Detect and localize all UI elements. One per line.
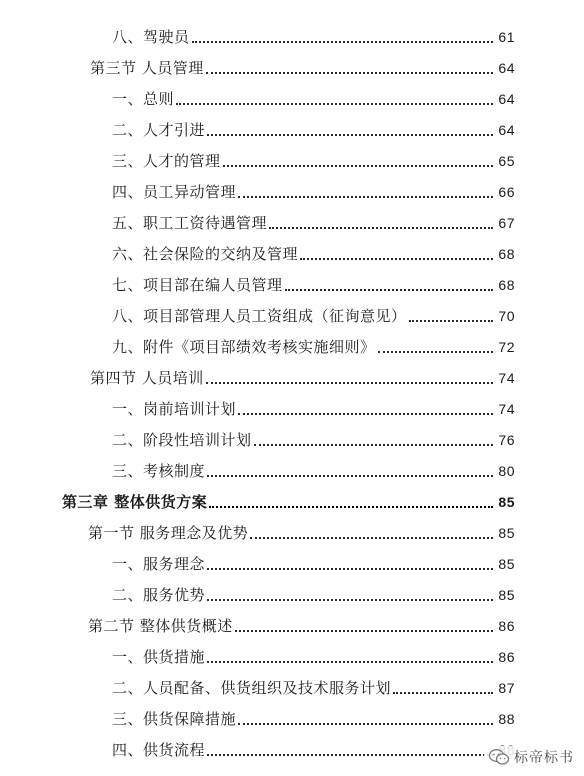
toc-entry-label: 五、职工工资待遇管理	[112, 214, 268, 232]
dot-leader	[285, 289, 493, 291]
toc-entry[interactable]	[112, 21, 515, 52]
toc-entry[interactable]	[112, 579, 515, 610]
toc-entry-page: 85	[498, 555, 515, 572]
toc-entry-page: 86	[498, 648, 515, 665]
toc-entry[interactable]	[112, 455, 515, 486]
toc-entry[interactable]	[112, 238, 515, 269]
toc-entry-page: 87	[498, 679, 515, 696]
dot-leader	[176, 103, 493, 105]
dot-leader	[393, 692, 493, 694]
dot-leader	[192, 41, 493, 43]
toc-entry-page: 68	[498, 245, 515, 262]
toc-section[interactable]	[90, 362, 515, 393]
toc-entry-label: 四、供货流程	[112, 741, 206, 759]
toc-entry[interactable]	[112, 331, 515, 362]
toc-entry-label: 一、岗前培训计划	[112, 400, 237, 418]
toc-section-page: 85	[498, 524, 515, 541]
toc-entry-page: 72	[498, 338, 515, 355]
toc-section[interactable]	[88, 517, 515, 548]
toc-entry[interactable]	[112, 672, 515, 703]
dot-leader	[209, 506, 493, 508]
dot-leader	[207, 754, 493, 756]
toc-entry-page: 70	[498, 307, 515, 324]
toc-entry-label: 七、项目部在编人员管理	[112, 276, 283, 294]
toc-entry-page: 65	[498, 152, 515, 169]
toc-entry-page: 74	[498, 400, 515, 417]
dot-leader	[235, 630, 493, 632]
toc-entry-label: 九、附件《项目部绩效考核实施细则》	[112, 338, 376, 356]
toc-entry-label: 六、社会保险的交纳及管理	[112, 245, 299, 263]
dot-leader	[207, 475, 493, 477]
toc-entry-label: 一、供货措施	[112, 648, 206, 666]
toc-entry-page: 64	[498, 121, 515, 138]
toc-entry-label: 三、考核制度	[112, 462, 206, 480]
toc-entry-page: 80	[498, 462, 515, 479]
dot-leader	[254, 444, 493, 446]
dot-leader	[238, 413, 493, 415]
watermark-text: 标帝标书	[514, 750, 574, 766]
toc-entry-page: 61	[498, 28, 515, 45]
dot-leader	[207, 599, 493, 601]
toc-section-page: 64	[498, 59, 515, 76]
toc-entry-label: 三、供货保障措施	[112, 710, 237, 728]
toc-entry[interactable]	[112, 548, 515, 579]
toc-entry-page: 64	[498, 90, 515, 107]
toc-entry-page: 67	[498, 214, 515, 231]
toc-section[interactable]	[88, 610, 515, 641]
toc-entry[interactable]	[112, 207, 515, 238]
toc-entry[interactable]	[112, 393, 515, 424]
toc-entry[interactable]	[112, 641, 515, 672]
table-of-contents	[0, 21, 584, 765]
toc-entry-label: 四、员工异动管理	[112, 183, 237, 201]
toc-section-label: 第一节 服务理念及优势	[88, 524, 249, 542]
toc-entry[interactable]	[112, 424, 515, 455]
toc-entry-label: 二、人员配备、供货组织及技术服务计划	[112, 679, 392, 697]
toc-entry-label: 二、服务优势	[112, 586, 206, 604]
toc-entry-page: 68	[498, 276, 515, 293]
toc-entry-page: 88	[498, 710, 515, 727]
toc-section-label: 第二节 整体供货概述	[88, 617, 233, 635]
toc-entry-label: 二、人才引进	[112, 121, 206, 139]
dot-leader	[238, 723, 493, 725]
toc-entry-label: 八、项目部管理人员工资组成（征询意见）	[112, 307, 407, 325]
toc-entry-page: 76	[498, 431, 515, 448]
wechat-icon	[488, 748, 510, 766]
toc-entry[interactable]	[112, 269, 515, 300]
toc-entry[interactable]	[112, 734, 515, 765]
dot-leader	[250, 537, 493, 539]
toc-entry[interactable]	[112, 703, 515, 734]
toc-section[interactable]	[90, 52, 515, 83]
dot-leader	[223, 165, 493, 167]
dot-leader	[300, 258, 493, 260]
dot-leader	[207, 661, 493, 663]
toc-section-page: 86	[498, 617, 515, 634]
toc-section-label: 第三节 人员管理	[90, 59, 204, 77]
toc-entry-label: 二、阶段性培训计划	[112, 431, 252, 449]
toc-section-label: 第四节 人员培训	[90, 369, 204, 387]
toc-chapter[interactable]	[62, 486, 515, 517]
toc-entry-page: 66	[498, 183, 515, 200]
dot-leader	[269, 227, 493, 229]
toc-chapter-page: 85	[498, 493, 515, 510]
toc-entry[interactable]	[112, 83, 515, 114]
toc-entry-label: 八、驾驶员	[112, 28, 190, 46]
dot-leader	[206, 382, 493, 384]
dot-leader	[206, 72, 493, 74]
toc-entry[interactable]	[112, 145, 515, 176]
toc-entry[interactable]	[112, 176, 515, 207]
toc-entry-label: 一、服务理念	[112, 555, 206, 573]
dot-leader	[207, 568, 493, 570]
dot-leader	[238, 196, 493, 198]
dot-leader	[207, 134, 493, 136]
dot-leader	[409, 320, 493, 322]
dot-leader	[378, 351, 493, 353]
toc-entry-label: 三、人才的管理	[112, 152, 221, 170]
toc-chapter-label: 第三章 整体供货方案	[62, 493, 208, 511]
watermark	[484, 746, 578, 768]
toc-entry[interactable]	[112, 300, 515, 331]
toc-entry[interactable]	[112, 114, 515, 145]
toc-entry-label: 一、总则	[112, 90, 175, 108]
toc-section-page: 74	[498, 369, 515, 386]
toc-entry-page: 85	[498, 586, 515, 603]
